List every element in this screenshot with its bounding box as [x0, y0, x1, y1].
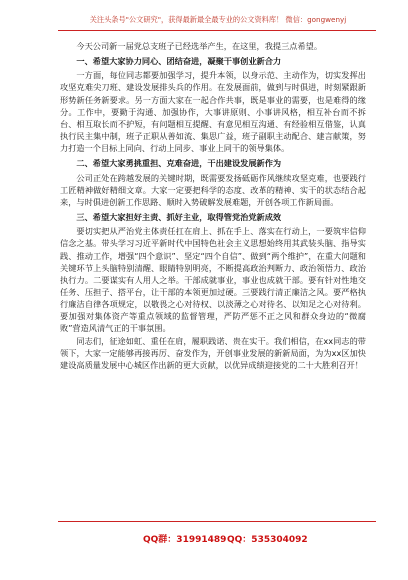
- header-banner: 关注头条号"公文研究"，获得最新最全最专业的公文资料库！ 微信：gongwenyj: [89, 15, 347, 24]
- section-1-paragraph-1: 一方面，每位同志都要加强学习，提升本领，以身示范、主动作为，切实发挥出攻坚克难尖刀班、建设发展排头兵的作用。在发展面前，做到与时俱进，时刻紧跟新形势新任务新要求。另一方面大家在一起合作共事，既是事业的需要，也是难得的缘分。工作中，要勤于沟通、加强协作，大事讲原则、小事讲风格，相互补台而不拆台、相互取长而不护短，有问题相互提醒、有意见相互沟通、有经验相互借鉴，认真执行民主集中制，班子正职从善如流、集思广益，班子副职主动配合、建言献策，努力打造一个目标上同向、行动上同步、事业上同干的领导集体。: [60, 70, 366, 154]
- section-heading-2: 二、希望大家勇挑重担、克难奋进，干出建设发展新作为: [76, 158, 282, 169]
- section-heading-3: 三、希望大家担好主责、抓好主业，取得管党治党新成效: [76, 212, 282, 223]
- footer-qq-contact: QQ：535304092: [227, 535, 308, 545]
- document-body: [60, 40, 366, 371]
- intro-paragraph: 今天公司新一届党总支班子已经选举产生，在这里，我提三点希望。: [76, 41, 323, 51]
- section-heading-1: 一、希望大家协力同心、团结奋进，凝聚干事创业新合力: [76, 56, 282, 67]
- footer-divider: [58, 521, 376, 522]
- footer-qq-group: QQ群：31991489: [143, 535, 227, 545]
- section-2-paragraph-1: 公司正处在跨越发展的关键时期，既需要发扬砥砺作风继续攻坚克难，也要践行工匠精神做好精细文章。大家一定要把科学的态度、改革的精神、实干的状态结合起来，与时俱进创新工作思路、顺时入势破解发展难题，开创各项工作新局面。: [60, 172, 366, 207]
- closing-paragraph: 同志们，征途如虹、重任在肩，履职践诺、贵在实干。我们相信，在xx同志的带领下，大家一定能够再接再厉、奋发作为，开创事业发展的新新局面，为为xx区加快建设高质量发展中心城区作出新的更大贡献，以优异成绩迎接党的二十大胜利召开！: [60, 335, 366, 370]
- header-divider: [58, 30, 376, 31]
- section-3-paragraph-1: 要切实把从严治党主体责任扛在肩上、抓在手上、落实在行动上，一要筑牢信仰信念之基。带头学习习近平新时代中国特色社会主义思想始终用其武装头脑、指导实践、推动工作，增强“四个意识”、坚定“四个自信”、做到“两个维护”，在重大问题和关键环节上头脑特别清醒、眼睛特别明亮，不断提高政治判断力、政治领悟力、政治执行力。二要谋实有人用人之举。干部成就事业，事业也成就干部。要有针对性地交任务、压担子、搭平台，让干部的本领更加过硬。三要践行清正廉洁之风。要严格执行廉洁自律各项规定，以敬畏之心对待权、以淡薄之心对待名、以知足之心对待利。要加强对集体资产等重点领域的监督管理，严防严惩不正之风和群众身边的“微腐败”营造风清气正的干事氛围。: [60, 226, 366, 334]
